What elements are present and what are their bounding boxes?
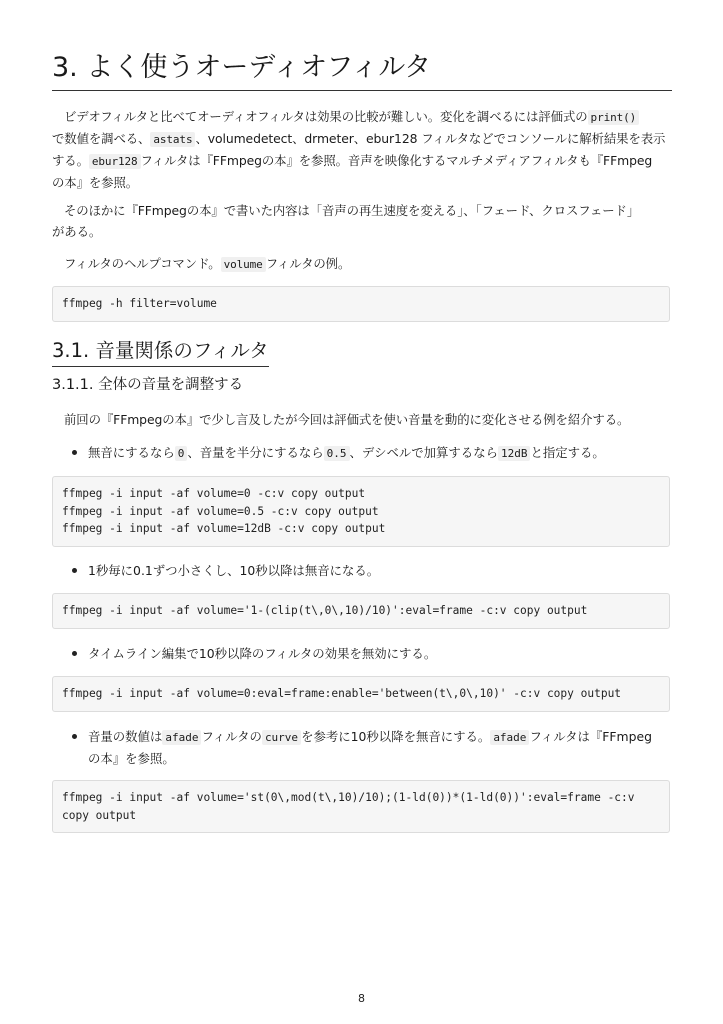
inline-code: curve (262, 730, 301, 745)
inline-code: print() (588, 110, 640, 125)
code-line: ffmpeg -i input -af volume=0.5 -c:v copy output (62, 504, 379, 518)
section-intro-text: 前回の『FFmpegの本』で少し言及したが今回は評価式を使い音量を動的に変化させる例を紹介する。 (64, 412, 630, 427)
separator: 、 (292, 131, 305, 146)
help-text: フィルタの例。 (265, 256, 351, 271)
code-block-clip (52, 593, 670, 629)
section-title: 3.1. 音量関係のフィルタ (52, 338, 269, 367)
intro-paragraph (52, 106, 672, 193)
intro-text: の本』を参照。 (52, 175, 139, 190)
code-block-afade (52, 780, 670, 833)
inline-code-plain: volumedetect (207, 131, 293, 146)
inline-code: afade (162, 730, 201, 745)
intro-text: する。 (52, 153, 89, 168)
inline-code: volume (221, 257, 266, 272)
inline-code: afade (490, 730, 529, 745)
inline-code: 0 (175, 446, 188, 461)
other-paragraph (52, 200, 672, 242)
code-block-help (52, 286, 670, 322)
intro-text: で数値を調べる、 (52, 131, 151, 146)
other-text: がある。 (52, 224, 102, 239)
bullet-text: を参考に10秒以降を無音にする。 (301, 729, 491, 744)
bullet-text: 無音にするなら (88, 445, 175, 460)
intro-text: フィルタなどでコンソールに解析結果を表示 (421, 131, 666, 146)
code-line: ffmpeg -i input -af volume=0:eval=frame:enable='between(t\,0\,10)' -c:v copy output (62, 687, 622, 700)
inline-code: ebur128 (89, 154, 141, 169)
code-line: ffmpeg -h filter=volume (62, 297, 217, 310)
code-line: ffmpeg -i input -af volume=0 -c:v copy output (62, 487, 366, 500)
bullet-text: フィルタの (201, 729, 262, 744)
code-line: ffmpeg -i input -af volume='1-(clip(t\,0\,10)/10)':eval=frame -c:v copy output (62, 604, 588, 617)
separator: 、 (195, 131, 208, 146)
code-line: ffmpeg -i input -af volume='st(0\,mod(t\,10)/10);(1-ld(0))*(1-ld(0))':eval=frame -c:v (62, 791, 635, 804)
bullet-text: と指定する。 (530, 445, 605, 460)
bullet-text: 、デシベルで加算するなら (349, 445, 498, 460)
bullet-icon (72, 734, 77, 739)
help-text: フィルタのヘルプコマンド。 (64, 256, 221, 271)
chapter-title: 3. よく使うオーディオフィルタ (52, 50, 672, 91)
subsection-title: 3.1.1. 全体の音量を調整する (52, 377, 244, 393)
code-block-enable (52, 676, 670, 712)
bullet-text: の本』を参照。 (88, 751, 175, 766)
bullet-icon (72, 651, 77, 656)
inline-code: 12dB (498, 446, 531, 461)
inline-code: astats (150, 132, 195, 147)
bullet-text: 1秒毎に0.1ずつ小さくし、10秒以降は無音になる。 (88, 563, 380, 578)
bullet-icon (72, 568, 77, 573)
other-text: そのほかに『FFmpegの本』で書いた内容は「音声の再生速度を変える」、「フェード、クロスフェード」 (64, 203, 640, 218)
bullet-text: 、音量を半分にするなら (187, 445, 324, 460)
code-line: copy output (62, 808, 137, 822)
bullet-text: フィルタは『FFmpeg (529, 729, 652, 744)
inline-code-plain: drmeter (304, 131, 354, 146)
intro-text: ビデオフィルタと比べてオーディオフィルタは効果の比較が難しい。変化を調べるには評価式の (64, 109, 588, 124)
inline-code: 0.5 (324, 446, 350, 461)
help-paragraph (52, 253, 672, 275)
bullet-text: タイムライン編集で10秒以降のフィルタの効果を無効にする。 (88, 646, 437, 661)
code-block-volume (52, 476, 670, 547)
code-line: ffmpeg -i input -af volume=12dB -c:v copy output (62, 522, 386, 535)
separator: 、 (353, 131, 367, 146)
inline-code-plain: ebur128 (366, 131, 418, 146)
bullet-text: 音量の数値は (88, 729, 163, 744)
page-number: 8 (358, 992, 365, 1005)
bullet-icon (72, 450, 77, 455)
section-intro (52, 409, 672, 430)
intro-text: フィルタは『FFmpegの本』を参照。音声を映像化するマルチメディアフィルタも『FFmpeg (140, 153, 653, 168)
